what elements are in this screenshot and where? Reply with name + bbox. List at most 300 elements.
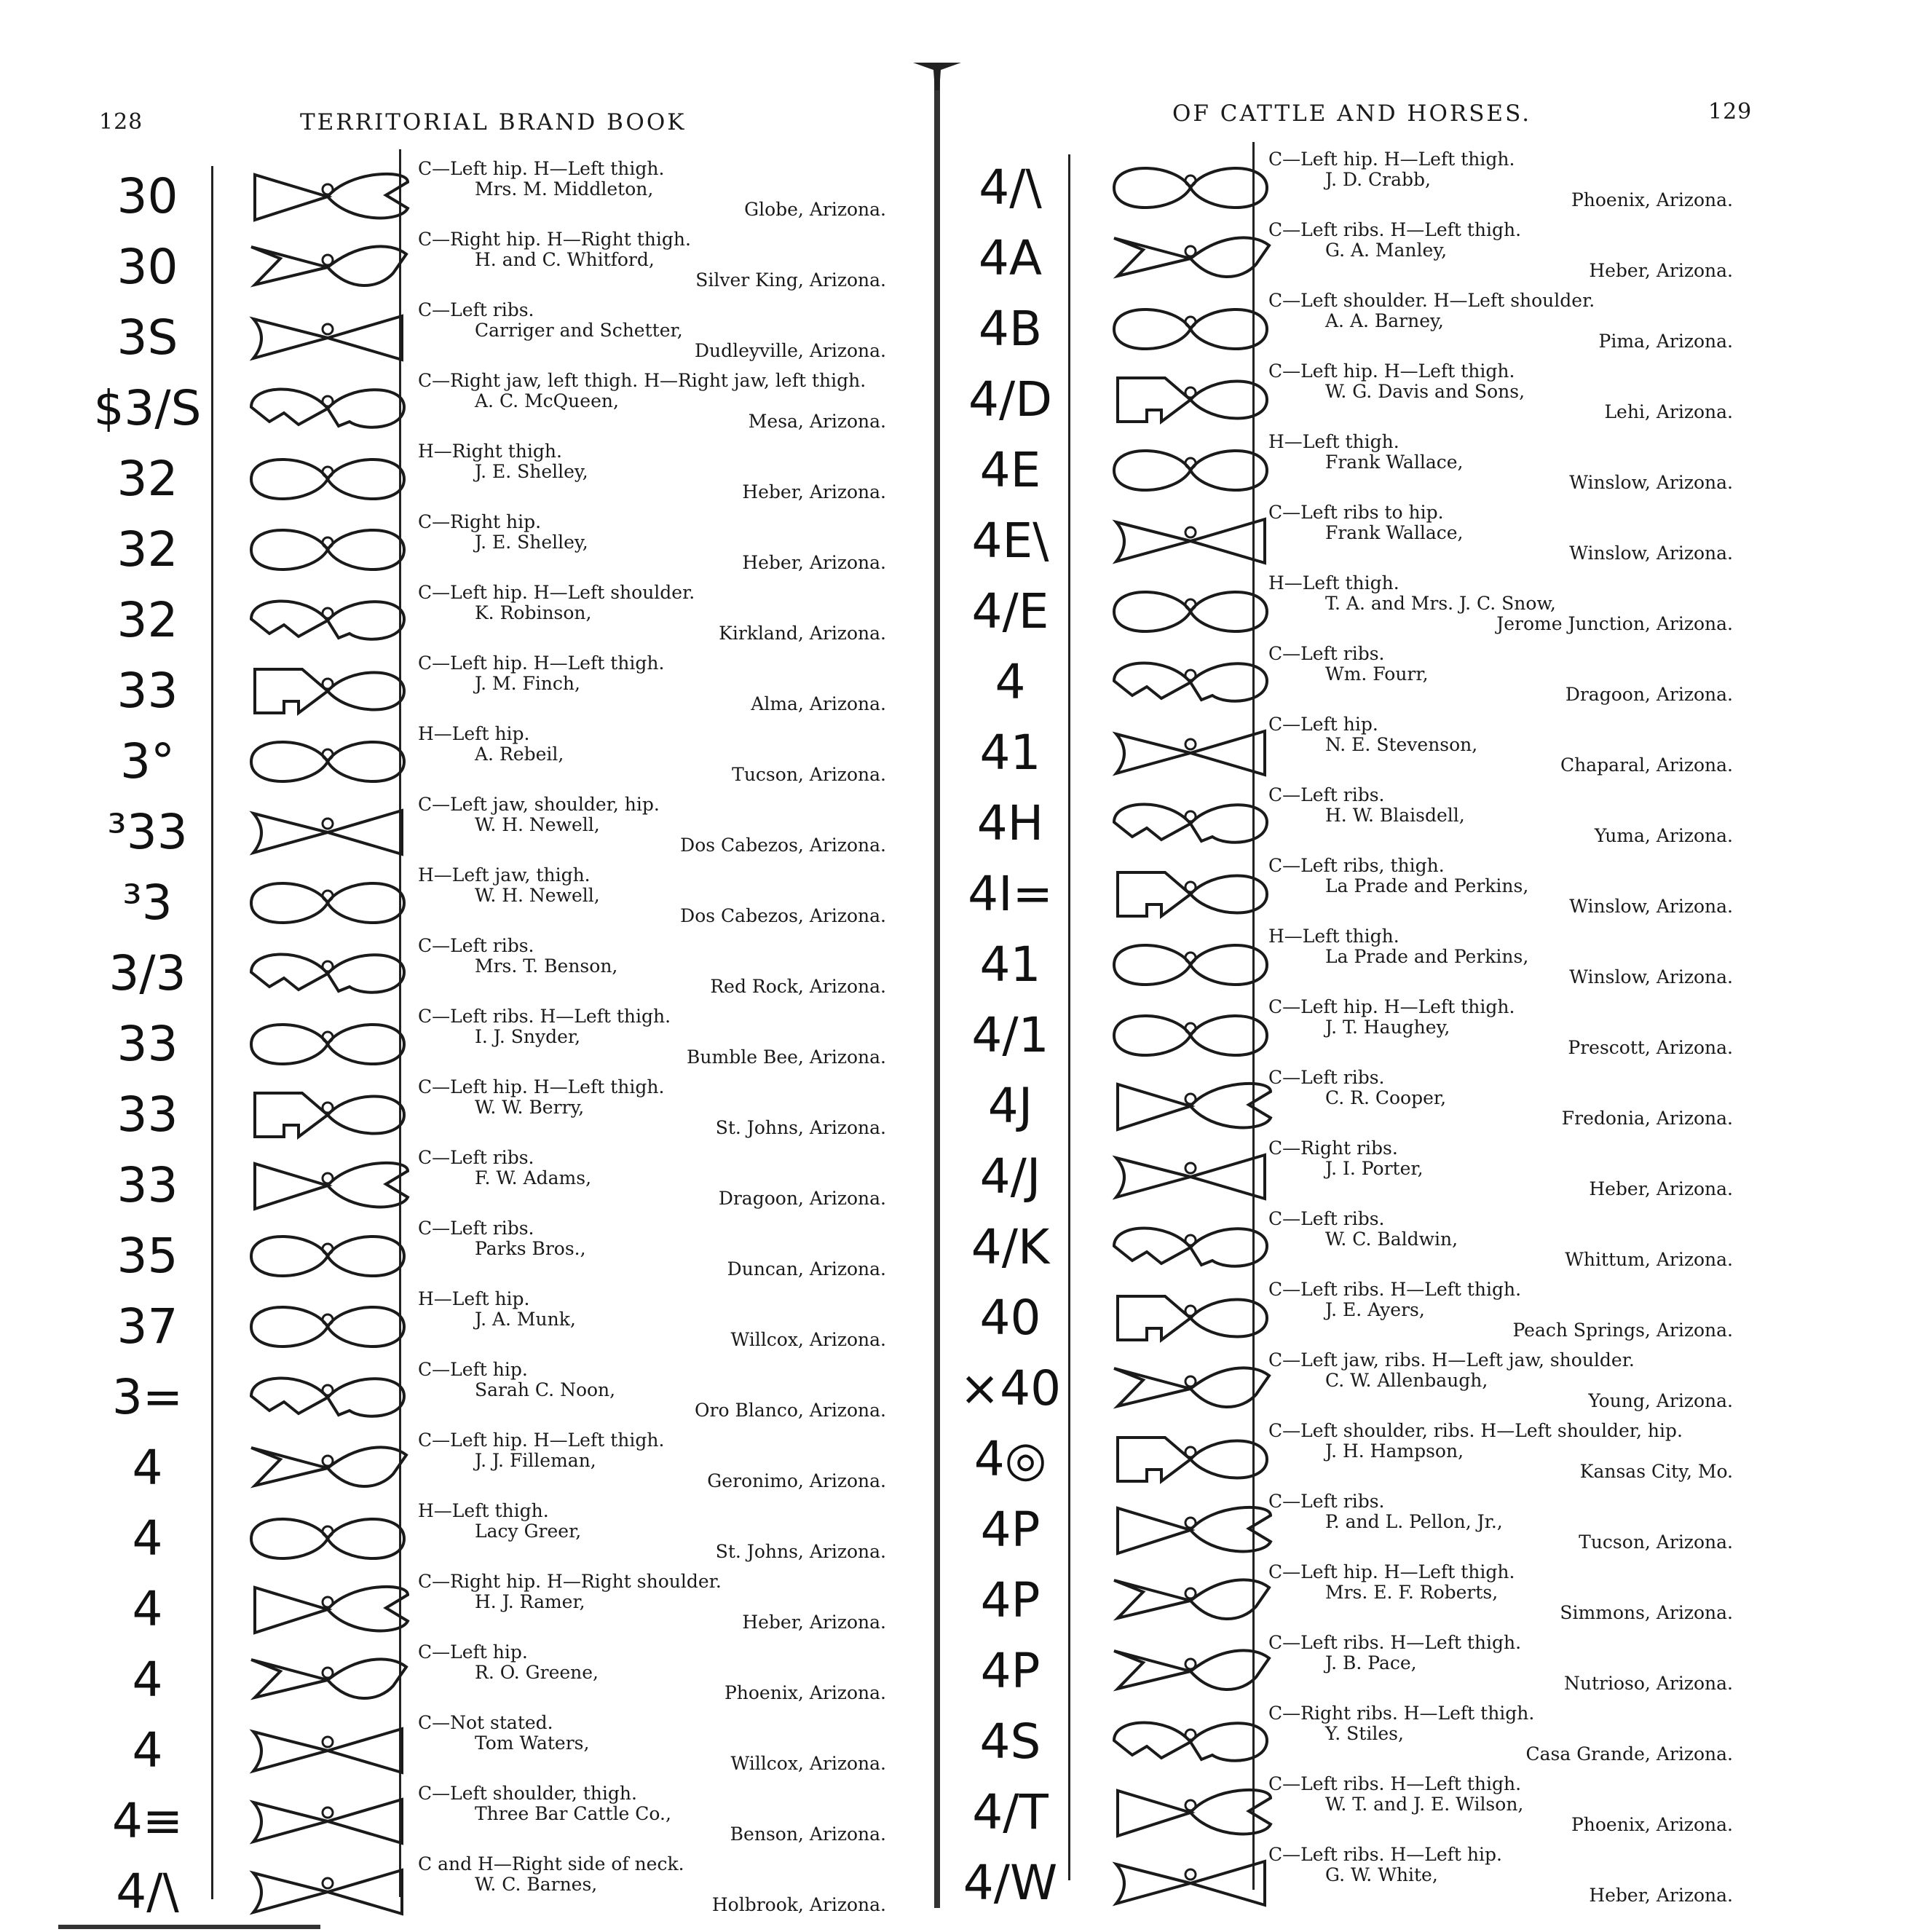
registry-entry [418,724,895,795]
brand-code: 33 [117,1087,178,1143]
owner-name: J. D. Crabb, [1325,169,1431,190]
owner-place: Heber, Arizona. [742,1612,886,1633]
brand-location: C—Right ribs. [1268,1137,1398,1159]
brand-location: C—Left ribs. H—Left thigh. [1268,219,1522,240]
infinity-brand-icon [240,1296,415,1357]
brand-code: 32 [117,592,178,648]
running-head: TERRITORIAL BRAND BOOK [300,109,687,135]
brand-location: C—Left ribs. H—Left thigh. [1268,1632,1522,1653]
brand-location: C—Left hip. H—Left thigh. [1268,996,1515,1017]
brand-code: 4P [980,1643,1041,1699]
owner-name: C. W. Allenbaugh, [1325,1370,1488,1391]
infinity-brand-icon [240,731,415,792]
brand-location: H—Right thigh. [418,441,562,462]
registry-entry [1268,1703,1742,1774]
registry-entry [418,159,895,229]
brand-code: 4/W [963,1855,1058,1911]
brand-code: ³3 [122,875,173,931]
owner-name: La Prade and Perkins, [1325,875,1529,896]
butterfly-bowtie-brand-icon [1103,722,1278,784]
page-number: 129 [1708,99,1753,125]
brand-code: 4E [979,442,1041,498]
owner-place: Globe, Arizona. [744,199,886,220]
brand-code: 32 [117,451,178,507]
brand-row [947,1283,1252,1354]
brand-code: 4/\ [979,159,1042,216]
owner-name: La Prade and Perkins, [1325,946,1529,967]
brand-row [947,365,1252,435]
butterfly-bowtie-brand-icon [240,1791,415,1852]
butterfly-slash-brand-icon [240,1438,415,1499]
brand-location: C—Left shoulder. H—Left shoulder. [1268,290,1595,311]
brand-row [84,1009,419,1080]
owner-place: Dragoon, Arizona. [718,1188,886,1209]
brand-row [84,1080,419,1151]
brand-location: C—Left ribs. H—Left thigh. [1268,1773,1522,1794]
owner-place: Chaparal, Arizona. [1560,754,1733,776]
owner-name: Mrs. E. F. Roberts, [1325,1582,1499,1603]
brand-row [84,1221,419,1292]
registry-entry [418,1854,895,1925]
infinity-brand-icon [1103,440,1278,501]
owner-name: K. Robinson, [475,602,592,623]
brand-row [84,1433,419,1504]
infinity-brand-icon [1103,1005,1278,1066]
registry-entry [418,1713,895,1783]
brand-code: 3S [117,309,178,366]
brand-row [84,656,419,727]
owner-place: Yuma, Arizona. [1594,825,1733,846]
owner-name: Parks Bros., [475,1238,586,1259]
registry-entry [1268,1491,1742,1562]
registry-entry [1268,926,1742,997]
brand-code: 41 [979,937,1041,993]
brand-location: C—Left jaw, ribs. H—Left jaw, shoulder. [1268,1349,1635,1371]
brand-code: 4P [980,1572,1041,1628]
brand-code: 4 [132,1722,163,1778]
brand-row [947,789,1252,859]
brand-code: 3= [111,1369,183,1425]
brand-row [84,1716,419,1786]
owner-place: Winslow, Arizona. [1569,896,1733,917]
butterfly-scallop-brand-icon [1103,793,1278,854]
registry-entry [418,583,895,653]
brand-location: C—Left ribs. H—Left thigh. [1268,1279,1522,1300]
brand-location: C—Right hip. H—Right shoulder. [418,1571,722,1592]
brand-code: 4/D [968,371,1053,427]
brand-location: H—Left thigh. [1268,572,1399,594]
brand-code: 4 [132,1440,163,1496]
brand-code: 4/J [979,1148,1041,1204]
brand-row [947,1142,1252,1213]
owner-place: Heber, Arizona. [1589,1178,1733,1199]
registry-entry [1268,1280,1742,1350]
brand-code: 32 [117,521,178,577]
brand-location: C—Left jaw, shoulder, hip. [418,794,660,815]
brand-code: 4 [132,1652,163,1708]
brand-row [84,585,419,656]
brand-code: 40 [979,1290,1041,1346]
owner-name: W. W. Berry, [475,1097,585,1118]
owner-place: Phoenix, Arizona. [724,1682,886,1703]
owner-place: Heber, Arizona. [1589,1885,1733,1906]
butterfly-flag-brand-icon [240,1579,415,1640]
brand-location: C—Left hip. H—Left thigh. [1268,149,1515,170]
owner-name: J. A. Munk, [475,1309,576,1330]
brand-code: 4S [979,1714,1041,1770]
brand-row [84,1857,419,1928]
registry-entry [418,1430,895,1501]
registry-entry [1268,361,1742,432]
brand-code: 4 [995,654,1026,710]
brand-location: C—Right ribs. H—Left thigh. [1268,1703,1535,1724]
owner-name: C. R. Cooper, [1325,1087,1447,1108]
brand-location: C—Right hip. H—Right thigh. [418,229,691,250]
brand-location: C and H—Right side of neck. [418,1853,684,1874]
owner-name: J. E. Shelley, [475,461,588,482]
butterfly-bowtie-brand-icon [240,1720,415,1781]
registry-entry [418,1218,895,1289]
brand-row [947,1354,1252,1424]
registry-entry [1268,502,1742,573]
brand-row [947,294,1252,365]
butterfly-flag-brand-icon [240,1155,415,1216]
owner-place: Dragoon, Arizona. [1565,684,1733,705]
owner-name: Mrs. T. Benson, [475,955,618,977]
owner-place: St. Johns, Arizona. [715,1541,886,1562]
butterfly-bowtie-brand-icon [1103,510,1278,572]
owner-place: Willcox, Arizona. [730,1329,886,1350]
brand-list [84,162,419,1928]
brand-code: 30 [117,168,178,224]
infinity-brand-icon [240,1226,415,1287]
registry-entry [1268,149,1742,220]
page-number: 128 [99,109,143,135]
registry-entry [1268,1562,1742,1633]
owner-place: Whittum, Arizona. [1565,1249,1733,1270]
brand-list [947,153,1252,1919]
owner-place: Winslow, Arizona. [1569,543,1733,564]
owner-name: H. J. Ramer, [475,1591,585,1612]
owner-place: Winslow, Arizona. [1569,472,1733,493]
owner-place: Silver King, Arizona. [695,269,886,291]
butterfly-slash-brand-icon [240,237,415,298]
owner-place: St. Johns, Arizona. [715,1117,886,1138]
owner-place: Dos Cabezos, Arizona. [680,835,886,856]
butterfly-notch-brand-icon [1103,1288,1278,1349]
butterfly-bowtie-brand-icon [1103,1146,1278,1207]
brand-code: ³33 [107,804,188,860]
brand-location: C—Left shoulder, ribs. H—Left shoulder, hip. [1268,1420,1683,1441]
brand-row [947,1213,1252,1283]
brand-location: H—Left thigh. [418,1500,549,1521]
registry-entry [418,441,895,512]
owner-place: Jerome Junction, Arizona. [1496,613,1733,634]
owner-name: G. W. White, [1325,1864,1438,1885]
butterfly-notch-brand-icon [240,1084,415,1146]
brand-code: 4 [132,1581,163,1637]
butterfly-slash-brand-icon [1103,1358,1278,1419]
owner-place: Benson, Arizona. [730,1823,886,1845]
owner-place: Casa Grande, Arizona. [1525,1743,1733,1765]
brand-location: C—Left hip. H—Left thigh. [418,158,665,179]
registry-entry [1268,785,1742,856]
brand-row [947,1001,1252,1071]
brand-location: C—Left ribs. [418,1147,534,1168]
owner-place: Geronimo, Arizona. [707,1470,886,1491]
owner-name: J. E. Ayers, [1325,1299,1425,1320]
owner-place: Lehi, Arizona. [1604,401,1733,422]
owner-name: J. M. Finch, [475,673,580,694]
owner-name: Tom Waters, [475,1732,590,1754]
brand-location: C—Left hip. H—Left thigh. [418,1076,665,1097]
owner-name: J. I. Porter, [1325,1158,1424,1179]
owner-place: Peach Springs, Arizona. [1512,1320,1733,1341]
registry-entry [1268,1209,1742,1280]
brand-row [84,868,419,939]
owner-name: A. A. Barney, [1325,310,1444,331]
butterfly-notch-brand-icon [1103,1429,1278,1490]
owner-name: P. and L. Pellon, Jr., [1325,1511,1503,1532]
brand-location: C—Left hip. [1268,714,1378,735]
brand-location: C—Left ribs to hip. [1268,502,1444,523]
registry-entry [1268,220,1742,291]
butterfly-scallop-brand-icon [240,943,415,1004]
owner-place: Willcox, Arizona. [730,1753,886,1774]
owner-place: Heber, Arizona. [742,552,886,573]
brand-row [947,647,1252,718]
brand-row [84,1645,419,1716]
brand-code: 4B [978,301,1043,357]
owner-place: Tucson, Arizona. [732,764,886,785]
owner-name: W. G. Davis and Sons, [1325,381,1525,402]
owner-place: Phoenix, Arizona. [1571,1814,1733,1835]
registry-entry [1268,997,1742,1068]
infinity-brand-icon [1103,157,1278,218]
owner-name: Wm. Fourr, [1325,663,1429,685]
brand-row [947,577,1252,647]
brand-row [947,224,1252,294]
owner-name: N. E. Stevenson, [1325,734,1478,755]
brand-row [84,515,419,585]
brand-row [84,797,419,868]
owner-name: T. A. and Mrs. J. C. Snow, [1325,593,1556,614]
owner-name: W. T. and J. E. Wilson, [1325,1794,1524,1815]
brand-location: H—Left thigh. [1268,926,1399,947]
brand-row [84,444,419,515]
brand-location: C—Left hip. H—Left shoulder. [418,582,695,603]
brand-row [947,1071,1252,1142]
owner-place: Bumble Bee, Arizona. [687,1046,886,1068]
owner-place: Nutrioso, Arizona. [1564,1673,1733,1694]
brand-code: 33 [117,1157,178,1213]
bottom-rule [58,1925,320,1929]
brand-location: C—Left ribs. [418,1218,534,1239]
registry-entry [1268,432,1742,502]
registry-entry [1268,1350,1742,1421]
brand-location: C—Left ribs. [1268,1208,1385,1229]
owner-name: J. H. Hampson, [1325,1440,1464,1462]
brand-location: C—Right jaw, left thigh. H—Right jaw, left thigh. [418,370,866,391]
brand-row [947,435,1252,506]
brand-code: 4P [980,1502,1041,1558]
owner-place: Red Rock, Arizona. [710,976,886,997]
registry-entry [1268,291,1742,361]
owner-place: Prescott, Arizona. [1568,1037,1733,1058]
owner-name: W. H. Newell, [475,814,600,835]
brand-location: C—Left ribs. H—Left hip. [1268,1844,1502,1865]
butterfly-bowtie-brand-icon [240,802,415,863]
brand-code: 33 [117,1016,178,1072]
brand-location: C—Left hip. H—Left thigh. [1268,360,1515,382]
registry-entry [418,865,895,936]
registry-entry [418,300,895,371]
registry-entry [1268,1138,1742,1209]
owner-place: Heber, Arizona. [742,481,886,502]
owner-place: Fredonia, Arizona. [1561,1108,1733,1129]
registry-entry [418,1572,895,1642]
owner-place: Duncan, Arizona. [727,1258,886,1280]
butterfly-flag-brand-icon [1103,1076,1278,1137]
registry-entry [1268,1774,1742,1845]
brand-location: C—Left shoulder, thigh. [418,1783,637,1804]
brand-code: 30 [117,239,178,295]
brand-row [84,303,419,374]
registry-entry [1268,856,1742,926]
butterfly-scallop-brand-icon [240,378,415,439]
brand-row [947,1778,1252,1848]
butterfly-scallop-brand-icon [1103,1217,1278,1278]
brand-code: 37 [117,1298,178,1355]
brand-row [84,374,419,444]
running-head: OF CATTLE AND HORSES. [1172,100,1532,127]
owner-name: G. A. Manley, [1325,240,1448,261]
owner-name: Mrs. M. Middleton, [475,178,654,200]
brand-location: C—Left ribs. [418,299,534,320]
brand-row [84,1292,419,1363]
butterfly-bowtie-brand-icon [240,307,415,368]
brand-row [84,1363,419,1433]
registry-entry [418,512,895,583]
butterfly-bowtie-brand-icon [1103,1853,1278,1914]
brand-code: 4/1 [971,1007,1049,1063]
registry-entry [418,1006,895,1077]
registry-entry [1268,714,1742,785]
owner-place: Dos Cabezos, Arizona. [680,905,886,926]
butterfly-notch-brand-icon [240,661,415,722]
brand-row [947,1424,1252,1495]
brand-location: C—Left ribs. [1268,1067,1385,1088]
butterfly-slash-brand-icon [1103,228,1278,289]
owner-name: A. C. McQueen, [475,390,619,411]
butterfly-scallop-brand-icon [1103,652,1278,713]
brand-row [947,153,1252,224]
infinity-brand-icon [1103,581,1278,642]
butterfly-slash-brand-icon [1103,1641,1278,1702]
owner-name: Y. Stiles, [1325,1723,1404,1744]
brand-location: C—Left ribs, thigh. [1268,855,1445,876]
owner-name: Frank Wallace, [1325,452,1464,473]
registry-entry [418,1360,895,1430]
brand-code: 4≡ [111,1793,183,1849]
butterfly-notch-brand-icon [1103,369,1278,430]
registry-entry [418,1148,895,1218]
brand-code: 4A [978,230,1043,286]
registry-entry [1268,1068,1742,1138]
left-page [0,0,939,1932]
brand-location: C—Left ribs. H—Left thigh. [418,1006,671,1027]
owner-name: H. W. Blaisdell, [1325,805,1465,826]
brand-location: C—Right hip. [418,511,542,532]
owner-name: J. J. Filleman, [475,1450,596,1471]
brand-code: 41 [979,725,1041,781]
owner-name: I. J. Snyder, [475,1026,581,1047]
butterfly-flag-brand-icon [1103,1782,1278,1843]
owner-name: Lacy Greer, [475,1521,582,1542]
owner-place: Kansas City, Mo. [1579,1461,1733,1482]
infinity-brand-icon [240,872,415,934]
owner-name: Three Bar Cattle Co., [475,1803,671,1824]
infinity-brand-icon [240,1014,415,1075]
registry-entry [1268,1845,1742,1915]
owner-name: J. B. Pace, [1325,1652,1417,1673]
owner-place: Simmons, Arizona. [1560,1602,1733,1623]
brand-row [947,1636,1252,1707]
butterfly-bowtie-brand-icon [240,1861,415,1923]
owner-name: F. W. Adams, [475,1167,592,1188]
brand-location: C—Left hip. [418,1359,528,1380]
brand-code: 4J [987,1078,1033,1134]
butterfly-slash-brand-icon [240,1649,415,1711]
owner-name: W. H. Newell, [475,885,600,906]
brand-location: C—Left ribs. [418,935,534,956]
brand-row [84,1151,419,1221]
brand-location: C—Left hip. [418,1641,528,1663]
registry-entry [418,1783,895,1854]
brand-code: 4/K [971,1219,1050,1275]
brand-location: H—Left jaw, thigh. [418,864,591,886]
brand-location: C—Left hip. H—Left thigh. [418,652,665,674]
brand-row [84,162,419,232]
owner-place: Mesa, Arizona. [748,411,886,432]
infinity-brand-icon [1103,299,1278,360]
brand-location: H—Left thigh. [1268,431,1399,452]
butterfly-scallop-brand-icon [240,590,415,651]
owner-place: Young, Arizona. [1588,1390,1733,1411]
registry-entry [418,653,895,724]
owner-name: W. C. Baldwin, [1325,1229,1458,1250]
butterfly-notch-brand-icon [1103,864,1278,925]
brand-code: 3/3 [108,945,186,1001]
registry-entry [418,371,895,441]
brand-code: 35 [117,1228,178,1284]
owner-place: Phoenix, Arizona. [1571,189,1733,210]
registry-entry [418,936,895,1006]
brand-row [84,727,419,797]
owner-place: Holbrook, Arizona. [711,1894,886,1915]
owner-place: Heber, Arizona. [1589,260,1733,281]
brand-row [84,1504,419,1574]
brand-row [947,718,1252,789]
owner-name: J. T. Haughey, [1325,1017,1450,1038]
infinity-brand-icon [240,449,415,510]
owner-name: R. O. Greene, [475,1662,599,1683]
brand-row [947,1566,1252,1636]
brand-location: H—Left hip. [418,1288,530,1309]
owner-name: H. and C. Whitford, [475,249,655,270]
owner-name: A. Rebeil, [475,744,564,765]
registry-entries [1268,149,1742,1915]
